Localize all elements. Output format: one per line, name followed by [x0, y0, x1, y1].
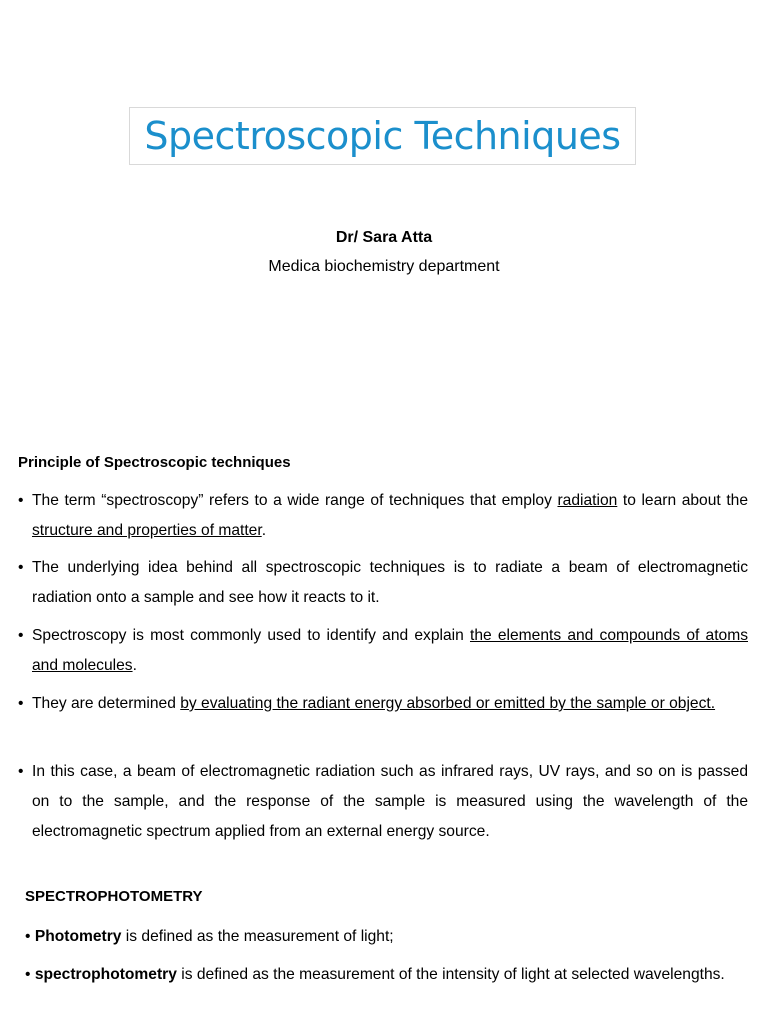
bullet-text — [18, 689, 748, 719]
bullet-text — [18, 621, 748, 681]
principle-bullet-2 — [18, 553, 748, 613]
department-name: Medica biochemistry department — [268, 258, 500, 275]
bullet-marker: • — [18, 695, 24, 712]
bullet-marker: • — [18, 559, 24, 576]
underlined-term: structure and properties of matter — [32, 522, 262, 539]
text-run: to learn about the — [617, 492, 748, 509]
spectro-bullet-2 — [25, 959, 749, 991]
text-run: They are determined — [32, 695, 181, 712]
bullet-text — [18, 486, 748, 546]
text-run: . — [132, 657, 137, 674]
spectrophotometry-heading: SPECTROPHOTOMETRY — [25, 888, 203, 905]
page-title: Spectroscopic Techniques — [144, 114, 621, 158]
principle-bullet-5 — [18, 757, 748, 847]
text-run: . — [261, 522, 267, 539]
bullet-text: In this case, a beam of electromagnetic radiation such as infrared rays, UV rays, and so on is passed on to the sample, and the response of the sample is measured using the wavelength of the electromagnetic spectrum applied from an external energy source. — [32, 763, 748, 840]
bullet-marker: • — [25, 966, 31, 983]
underlined-term: radiation — [557, 492, 618, 509]
principle-bullet-3 — [18, 621, 748, 681]
principle-bullet-4 — [18, 689, 748, 719]
bold-term: spectrophotometry — [34, 966, 177, 983]
bold-term: Photometry — [34, 928, 122, 945]
bullet-marker: • — [18, 627, 24, 644]
bullet-marker: • — [25, 928, 31, 945]
author-name: Dr/ Sara Atta — [335, 229, 433, 246]
text-run: Spectroscopy is most commonly used to identify and explain — [32, 627, 470, 644]
spectro-bullet-1 — [25, 921, 749, 953]
principle-bullet-1 — [18, 486, 748, 546]
text-run: is defined as the measurement of light; — [121, 928, 394, 945]
text-run: is defined as the measurement of the intensity of light at selected wavelengths. — [176, 966, 725, 983]
bullet-marker: • — [18, 492, 24, 509]
principle-heading: Principle of Spectroscopic techniques — [18, 454, 291, 471]
underlined-term: the elements and compounds of atoms and molecules — [32, 627, 748, 674]
underlined-term: by evaluating the radiant energy absorbed or emitted by the sample or object. — [180, 695, 716, 712]
text-run: The term “spectroscopy” refers to a wide range of techniques that employ — [32, 492, 558, 509]
bullet-text: The underlying idea behind all spectroscopic techniques is to radiate a beam of electromagnetic radiation onto a sample and see how it reacts to it. — [32, 559, 748, 606]
bullet-marker: • — [18, 763, 24, 780]
title-box — [129, 107, 636, 165]
